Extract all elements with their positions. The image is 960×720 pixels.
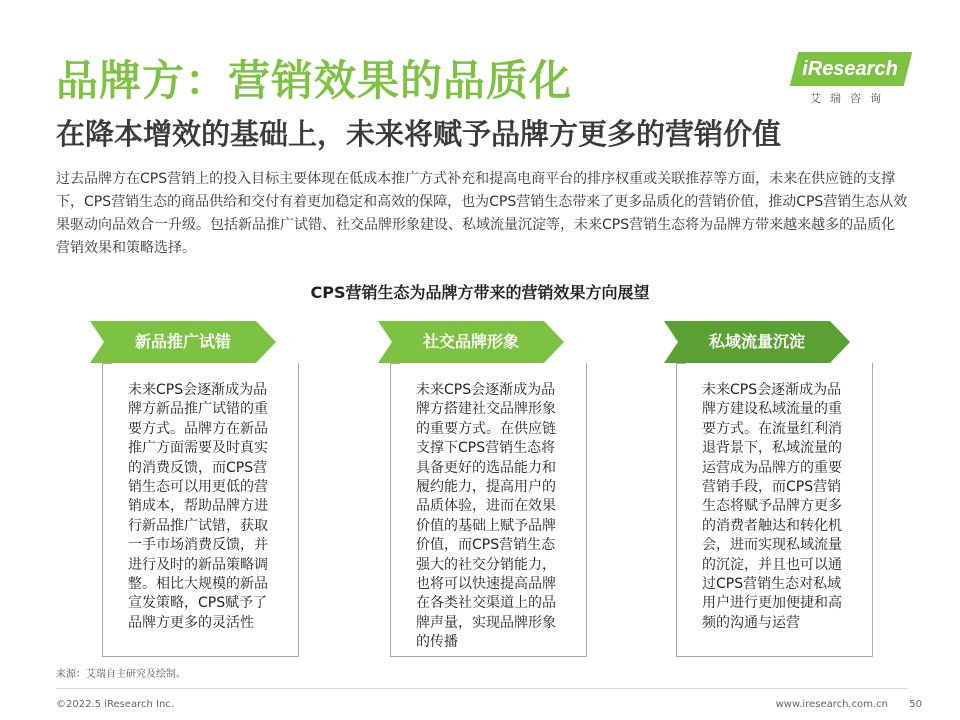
section-title: CPS营销生态为品牌方带来的营销效果方向展望 bbox=[310, 283, 650, 302]
card-tag bbox=[90, 321, 276, 363]
card-tag bbox=[664, 321, 850, 363]
intro-paragraph: 过去品牌方在CPS营销上的投入目标主要体现在低成本推广方式补充和提高电商平台的排序权重或关联推荐等方面，未来在供应链的支撑下，CPS营销生态的商品供给和交付有着更加稳定和高效的保障，也为CPS营销生态带来了更多品质化的营销价值，推动CPS营销生态从效果驱动向品效合一升级。包括新品推广试错、社交品牌形象建设、私域流量沉淀等，未来CPS营销生态将为品牌方带来越来越多的品质化营销效果和策略选择。 bbox=[56, 171, 908, 256]
logo-chinese-name: 艾瑞咨询 bbox=[810, 92, 890, 105]
website-url: www.iresearch.com.cn bbox=[775, 699, 888, 710]
page-number: 50 bbox=[909, 699, 922, 710]
card-body-text: 未来CPS会逐渐成为品牌方搭建社交品牌形象的重要方式。在供应链支撑下CPS营销生态将具备更好的选品能力和履约能力，提高用户的品质体验，进而在效果价值的基础上赋予品牌价值，而CPS营销生态强大的社交分销能力，也将可以快速提高品牌在各类社交渠道上的品牌声量，实现品牌形象的传播 bbox=[416, 382, 556, 651]
card-body-text: 未来CPS会逐渐成为品牌方新品推广试错的重要方式。品牌方在新品推广方面需要及时真实的消费反馈，而CPS营销生态可以用更低的营销成本，帮助品牌方进行新品推广试错，获取一手市场消费反馈，并进行及时的新品策略调整。相比大规模的新品宣发策略，CPS赋予了品牌方更多的灵活性 bbox=[128, 382, 268, 631]
source-note: 来源：艾瑞自主研究及绘制。 bbox=[56, 669, 186, 680]
card-tag-label: 社交品牌形象 bbox=[422, 332, 519, 351]
page-title: 品牌方：营销效果的品质化 bbox=[56, 56, 573, 105]
footer-divider bbox=[56, 688, 908, 689]
copyright: ©2022.5 iResearch Inc. bbox=[56, 699, 174, 710]
iresearch-logo bbox=[790, 52, 910, 106]
page-subtitle: 在降本增效的基础上，未来将赋予品牌方更多的营销价值 bbox=[56, 117, 782, 151]
logo-wordmark: iResearch bbox=[802, 58, 898, 80]
card-tag-label: 新品推广试错 bbox=[134, 332, 231, 351]
card-tag bbox=[378, 321, 564, 363]
card-body-text: 未来CPS会逐渐成为品牌方建设私域流量的重要方式。在流量红利消退背景下，私域流量的运营成为品牌方的重要营销手段，而CPS营销生态将赋予品牌方更多的消费者触达和转化机会，进而实现私域流量的沉淀，并且也可以通过CPS营销生态对私域用户进行更加便捷和高频的沟通与运营 bbox=[702, 382, 842, 631]
card-tag-label: 私域流量沉淀 bbox=[708, 332, 805, 351]
